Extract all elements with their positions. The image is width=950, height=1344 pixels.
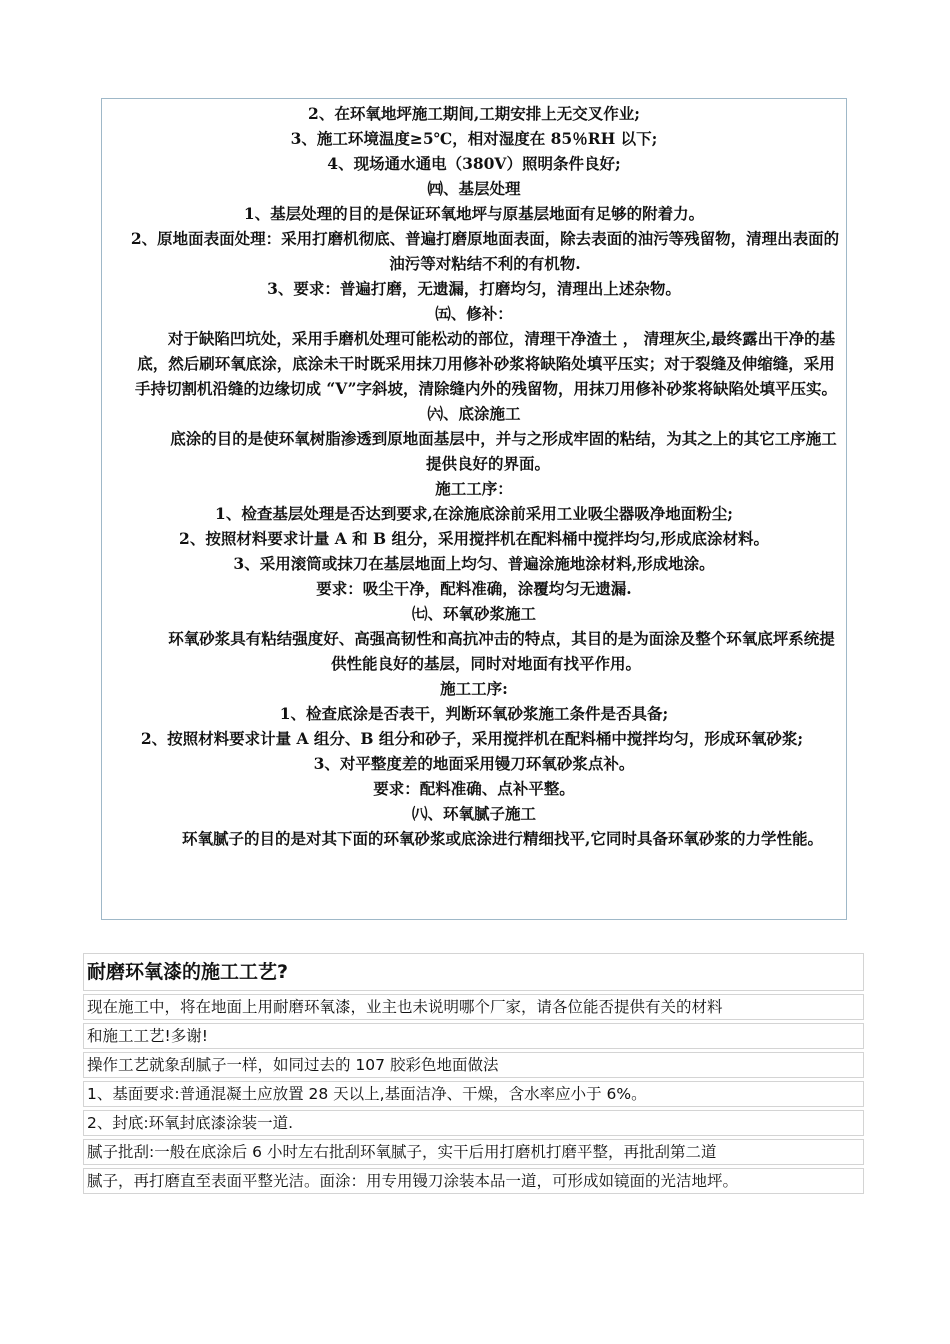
section-heading: ㈥、底涂施工: [427, 404, 521, 423]
table-row: 腻子批刮:一般在底涂后 6 小时左右批刮环氧腻子，实干后用打磨机打磨平整，再批刮第二道: [83, 1139, 864, 1165]
section-heading: ㈣、基层处理: [427, 179, 521, 198]
text-line: 4、现场通水通电（380V）照明条件良好;: [327, 154, 621, 173]
text-line: 2、原地面表面处理：采用打磨机彻底、普遍打磨原地面表面，除去表面的油污等残留物，清理出表面的油污等对粘结不利的有机物.: [130, 229, 840, 273]
text-line: 1、检查基层处理是否达到要求,在涂施底涂前采用工业吸尘器吸净地面粉尘;: [215, 504, 733, 523]
text-paragraph: 对于缺陷凹坑处，采用手磨机处理可能松动的部位，清理干净渣土 ， 清理灰尘,最终露出干净的基底，然后刷环氧底涂，底涂未干时既采用抹刀用修补砂浆将缺陷处填平压实；对于裂缝及伸缩缝，采用手持切割机沿缝的边缘切成 “V”字斜坡，清除缝内外的残留物，用抹刀用修补砂浆将缺陷处填平压实。: [134, 329, 838, 398]
table-row: 现在施工中，将在地面上用耐磨环氧漆，业主也未说明哪个厂家，请各位能否提供有关的材料: [83, 994, 864, 1020]
text-line: 要求：配料准确、点补平整。: [373, 779, 575, 798]
text-line: 3、施工环境温度≥5℃，相对湿度在 85％RH 以下;: [290, 129, 658, 148]
text-line: 2、按照材料要求计量 A 和 B 组分，采用搅拌机在配料桶中搅拌均匀,形成底涂材料。: [179, 529, 769, 548]
question-title: 耐磨环氧漆的施工工艺?: [83, 953, 864, 991]
text-paragraph: 环氧腻子的目的是对其下面的环氧砂浆或底涂进行精细找平,它同时具备环氧砂浆的力学性能。: [182, 829, 823, 848]
text-line: 要求：吸尘干净，配料准确，涂覆均匀无遗漏.: [316, 579, 632, 598]
table-row: 操作工艺就象刮腻子一样，如同过去的 107 胶彩色地面做法: [83, 1052, 864, 1078]
text-line: 3、对平整度差的地面采用镘刀环氧砂浆点补。: [313, 754, 635, 773]
table-row: 腻子，再打磨直至表面平整光洁。面涂：用专用镘刀涂装本品一道，可形成如镜面的光洁地坪。: [83, 1168, 864, 1194]
table-row: 2、封底:环氧封底漆涂装一道.: [83, 1110, 864, 1136]
text-paragraph: 底涂的目的是使环氧树脂渗透到原地面基层中，并与之形成牢固的粘结，为其之上的其它工序施工提供良好的界面。: [170, 429, 837, 473]
section-heading: ㈧、环氧腻子施工: [411, 804, 536, 823]
table-row: 和施工工艺!多谢!: [83, 1023, 864, 1049]
text-line: 3、要求：普遍打磨，无遗漏，打磨均匀，清理出上述杂物。: [267, 279, 681, 298]
section-heading: ㈤、修补：: [435, 304, 513, 323]
section-heading: ㈦、环氧砂浆施工: [411, 604, 536, 623]
text-paragraph: 环氧砂浆具有粘结强度好、高强高韧性和高抗冲击的特点，其目的是为面涂及整个环氧底坪系统提供性能良好的基层，同时对地面有找平作用。: [168, 629, 835, 673]
text-line: 3、采用滚筒或抹刀在基层地面上均匀、普遍涂施地涂材料,形成地涂。: [233, 554, 715, 573]
table-row: 1、基面要求:普通混凝土应放置 28 天以上,基面洁净、干燥，含水率应小于 6%。: [83, 1081, 864, 1107]
text-line: 施工工序:: [440, 679, 508, 698]
text-line: 2、按照材料要求计量 A 组分、B 组分和砂子，采用搅拌机在配料桶中搅拌均匀，形成环氧砂浆;: [140, 729, 804, 748]
text-line: 1、检查底涂是否表干，判断环氧砂浆施工条件是否具备;: [279, 704, 669, 723]
qa-table: [83, 953, 864, 1197]
text-line: 施工工序：: [435, 479, 513, 498]
text-line: 1、基层处理的目的是保证环氧地坪与原基层地面有足够的附着力。: [243, 204, 705, 223]
construction-steps-box: [101, 98, 847, 920]
text-line: 2、在环氧地坪施工期间,工期安排上无交叉作业;: [308, 104, 640, 123]
